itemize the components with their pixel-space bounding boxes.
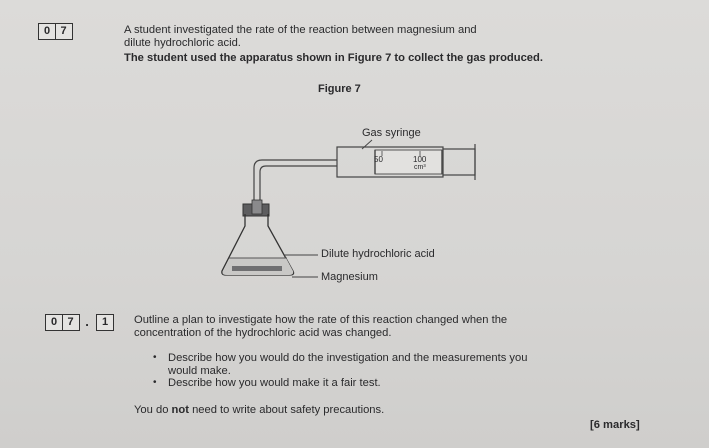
- syringe-plunger: [375, 150, 443, 174]
- question-digit: 7: [55, 23, 73, 40]
- bullet-1-line2: would make.: [168, 365, 231, 377]
- subquestion-digit: 7: [62, 314, 80, 331]
- acid-label: Dilute hydrochloric acid: [321, 248, 435, 260]
- subquestion-line2: concentration of the hydrochloric acid was changed.: [134, 327, 392, 339]
- scale-50-label: 50: [374, 155, 383, 164]
- syringe-end: [443, 149, 475, 175]
- question-digit: 0: [38, 23, 56, 40]
- subquestion-digit: 0: [45, 314, 63, 331]
- question-intro-line1: A student investigated the rate of the reaction between magnesium and: [124, 24, 477, 36]
- subquestion-part: 1: [96, 314, 114, 331]
- delivery-tube: [254, 160, 337, 206]
- question-apparatus-line: The student used the apparatus shown in Figure 7 to collect the gas produced.: [124, 52, 543, 64]
- scale-unit-label: cm³: [414, 164, 426, 171]
- safety-suffix: need to write about safety precautions.: [192, 404, 385, 416]
- safety-bold: not: [171, 404, 189, 416]
- safety-prefix: You do: [134, 404, 169, 416]
- subquestion-line1: Outline a plan to investigate how the rate of this reaction changed when the: [134, 314, 508, 326]
- bullet-2-line1: Describe how you would make it a fair test.: [168, 377, 381, 389]
- safety-note: [134, 404, 384, 417]
- subquestion-number-box: [45, 314, 113, 331]
- subquestion-separator: .: [85, 314, 89, 329]
- figure-title: Figure 7: [318, 83, 361, 95]
- magnesium-ribbon: [232, 266, 282, 271]
- magnesium-label: Magnesium: [321, 271, 378, 283]
- gas-syringe-label: Gas syringe: [362, 127, 421, 139]
- bullet-1-line1: Describe how you would do the investigation and the measurements you: [168, 352, 528, 364]
- syringe-label-pointer: [362, 140, 372, 149]
- marks-label: [6 marks]: [590, 419, 640, 431]
- question-intro-line2: dilute hydrochloric acid.: [124, 37, 241, 49]
- bullet-dot: •: [153, 352, 157, 363]
- bullet-dot: •: [153, 377, 157, 388]
- scale-100-label: 100: [413, 155, 427, 164]
